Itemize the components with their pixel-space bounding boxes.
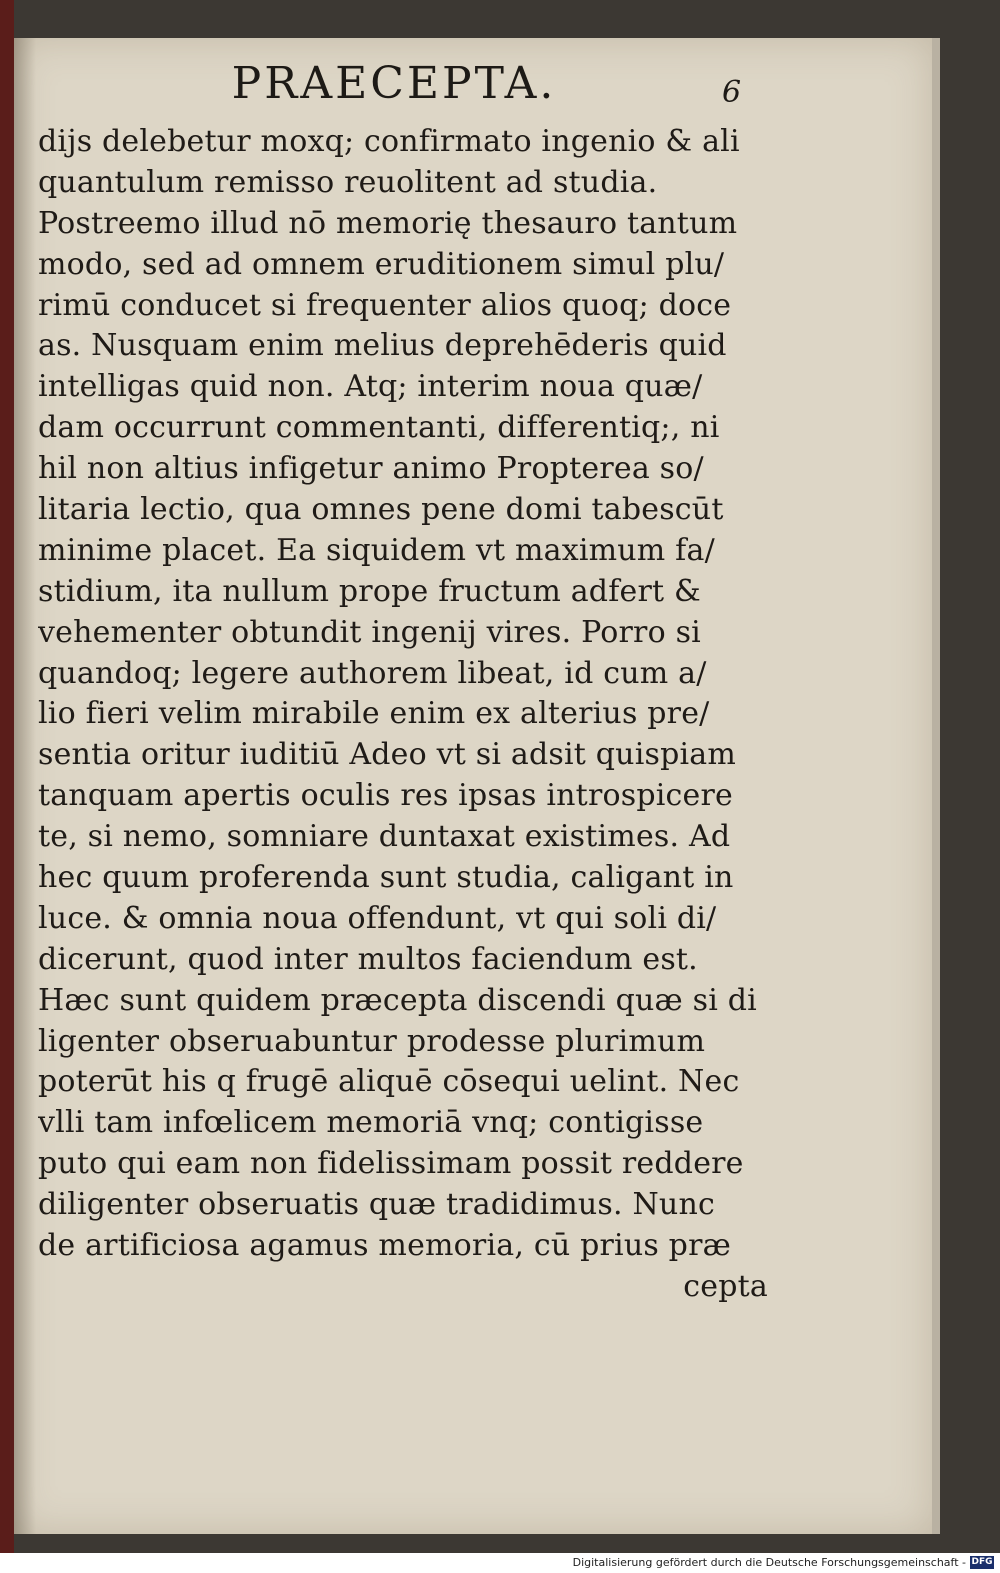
text-line: dam occurrunt commentanti, differentiq;, ni (38, 410, 720, 446)
dfg-logo-icon: DFG (971, 1557, 993, 1567)
text-line: stidium, ita nullum prope fructum adfert & (38, 573, 701, 609)
text-line: intelligas quid non. Atq; interim noua quæ/ (38, 369, 703, 405)
text-line: dijs delebetur moxq; confirmato ingenio & ali (38, 124, 740, 159)
text-line: sentia oritur iuditiū Adeo vt si adsit quispiam (38, 737, 737, 773)
text-line: poterūt his q frugē aliquē cōsequi uelint. Nec (38, 1064, 740, 1100)
text-line: quantulum remisso reuolitent ad studia. (38, 164, 658, 200)
catchword: cepta (683, 1268, 768, 1304)
text-line: Postreemo illud nō memorię thesauro tantum (38, 205, 738, 241)
funding-credit: Digitalisierung gefördert durch die Deutsche Forschungsgemeinschaft - (572, 1556, 966, 1569)
text-line: puto qui eam non fidelissimam possit reddere (38, 1146, 744, 1182)
text-line: tanquam apertis oculis res ipsas introspicere (38, 778, 733, 814)
text-line: luce. & omnia noua offendunt, vt qui soli di/ (38, 900, 717, 936)
text-line: vlli tam infœlicem memoriā vnq; contigisse (38, 1105, 704, 1141)
text-line: hil non altius infigetur animo Propterea so/ (38, 451, 704, 487)
text-line: quandoq; legere authorem libeat, id cum a/ (38, 655, 707, 691)
text-line: lio fieri velim mirabile enim ex alterius pre/ (38, 696, 710, 732)
text-line: te, si nemo, somniare duntaxat existimes. Ad (38, 819, 731, 855)
text-line: minime placet. Ea siquidem vt maximum fa/ (38, 532, 715, 568)
folio-number: 6 (722, 75, 742, 110)
text-line: litaria lectio, qua omnes pene domi tabescūt (38, 492, 724, 528)
binding-edge (0, 0, 14, 1553)
text-line: dicerunt, quod inter multos faciendum est. (38, 941, 698, 977)
text-line: Hæc sunt quidem præcepta discendi quæ si di (38, 982, 757, 1018)
text-line: as. Nusquam enim melius deprehēderis quid (38, 328, 727, 364)
text-line: de artificiosa agamus memoria, cū prius præ (38, 1228, 732, 1264)
text-line: rimū conducet si frequenter alios quoq; doce (38, 287, 732, 323)
text-line: diligenter obseruatis quæ tradidimus. Nunc (38, 1187, 715, 1223)
text-line: modo, sed ad omnem eruditionem simul plu/ (38, 246, 725, 282)
book-page (14, 38, 940, 1534)
running-title: PRAECEPTA. (231, 58, 557, 109)
text-line: vehementer obtundit ingenij vires. Porro si (38, 614, 701, 650)
text-line: hec quum proferenda sunt studia, caligant in (38, 860, 734, 896)
text-line: ligenter obseruabuntur prodesse plurimum (38, 1023, 706, 1059)
text-block (38, 122, 778, 1308)
footer-bar (0, 1553, 1000, 1573)
